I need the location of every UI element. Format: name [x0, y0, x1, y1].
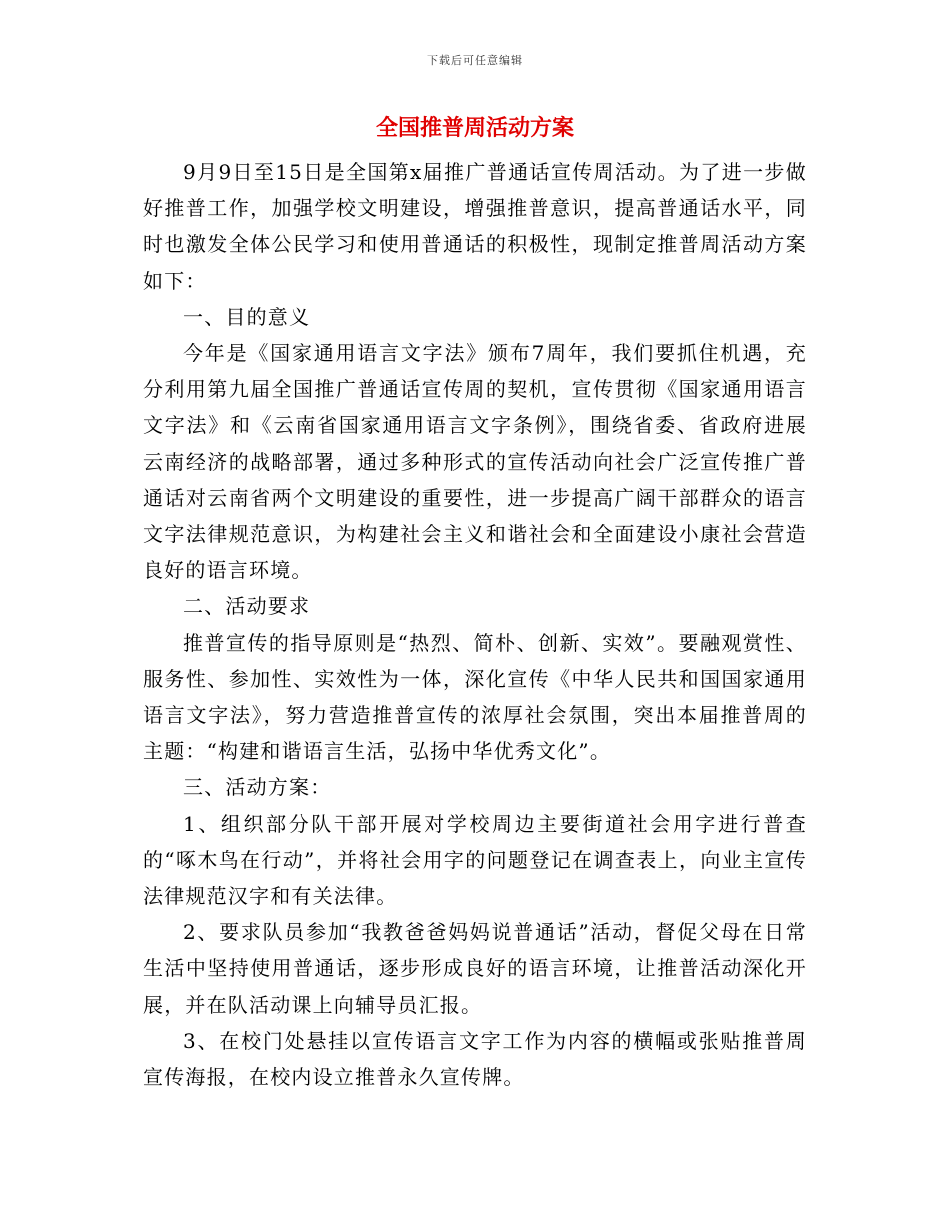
plan-item-3: 3、在校门处悬挂以宣传语言文字工作为内容的横幅或张贴推普周宣传海报，在校内设立推普永久宣传牌。 — [143, 1028, 807, 1090]
document-body — [143, 154, 807, 1095]
document-title: 全国推普周活动方案 — [375, 116, 574, 141]
section-heading-purpose: 一、目的意义 — [183, 304, 311, 329]
section-heading-plan: 三、活动方案： — [183, 775, 332, 800]
plan-item-1: 1、组织部分队干部开展对学校周边主要街道社会用字进行普查的“啄木鸟在行动”，并将社会用字的问题登记在调查表上，向业主宣传法律规范汉字和有关法律。 — [143, 811, 807, 909]
header-note: 下载后可任意编辑 — [427, 54, 523, 67]
section-heading-requirements: 二、活动要求 — [183, 594, 311, 619]
paragraph-purpose: 今年是《国家通用语言文字法》颁布7周年，我们要抓住机遇，充分利用第九届全国推广普通话宣传周的契机，宣传贯彻《国家通用语言文字法》和《云南省国家通用语言文字条例》，围绕省委、省政府进展云南经济的战略部署，通过多种形式的宣传活动向社会广泛宣传推广普通话对云南省两个文明建设的重要性，进一步提高广阔干部群众的语言文字法律规范意识，为构建社会主义和谐社会和全面建设小康社会营造良好的语言环境。 — [143, 341, 807, 583]
paragraph-requirements: 推普宣传的指导原则是“热烈、简朴、创新、实效”。要融观赏性、服务性、参加性、实效性为一体，深化宣传《中华人民共和国国家通用语言文字法》，努力营造推普宣传的浓厚社会氛围，突出本届推普周的主题：“构建和谐语言生活，弘扬中华优秀文化”。 — [143, 630, 807, 764]
plan-item-2: 2、要求队员参加“我教爸爸妈妈说普通话”活动，督促父母在日常生活中坚持使用普通话，逐步形成良好的语言环境，让推普活动深化开展，并在队活动课上向辅导员汇报。 — [143, 920, 807, 1017]
paragraph-intro: 9月9日至15日是全国第x届推广普通话宣传周活动。为了进一步做好推普工作，加强学校文明建设，增强推普意识，提高普通话水平，同时也激发全体公民学习和使用普通话的积极性，现制定推普周活动方案如下： — [143, 160, 807, 293]
